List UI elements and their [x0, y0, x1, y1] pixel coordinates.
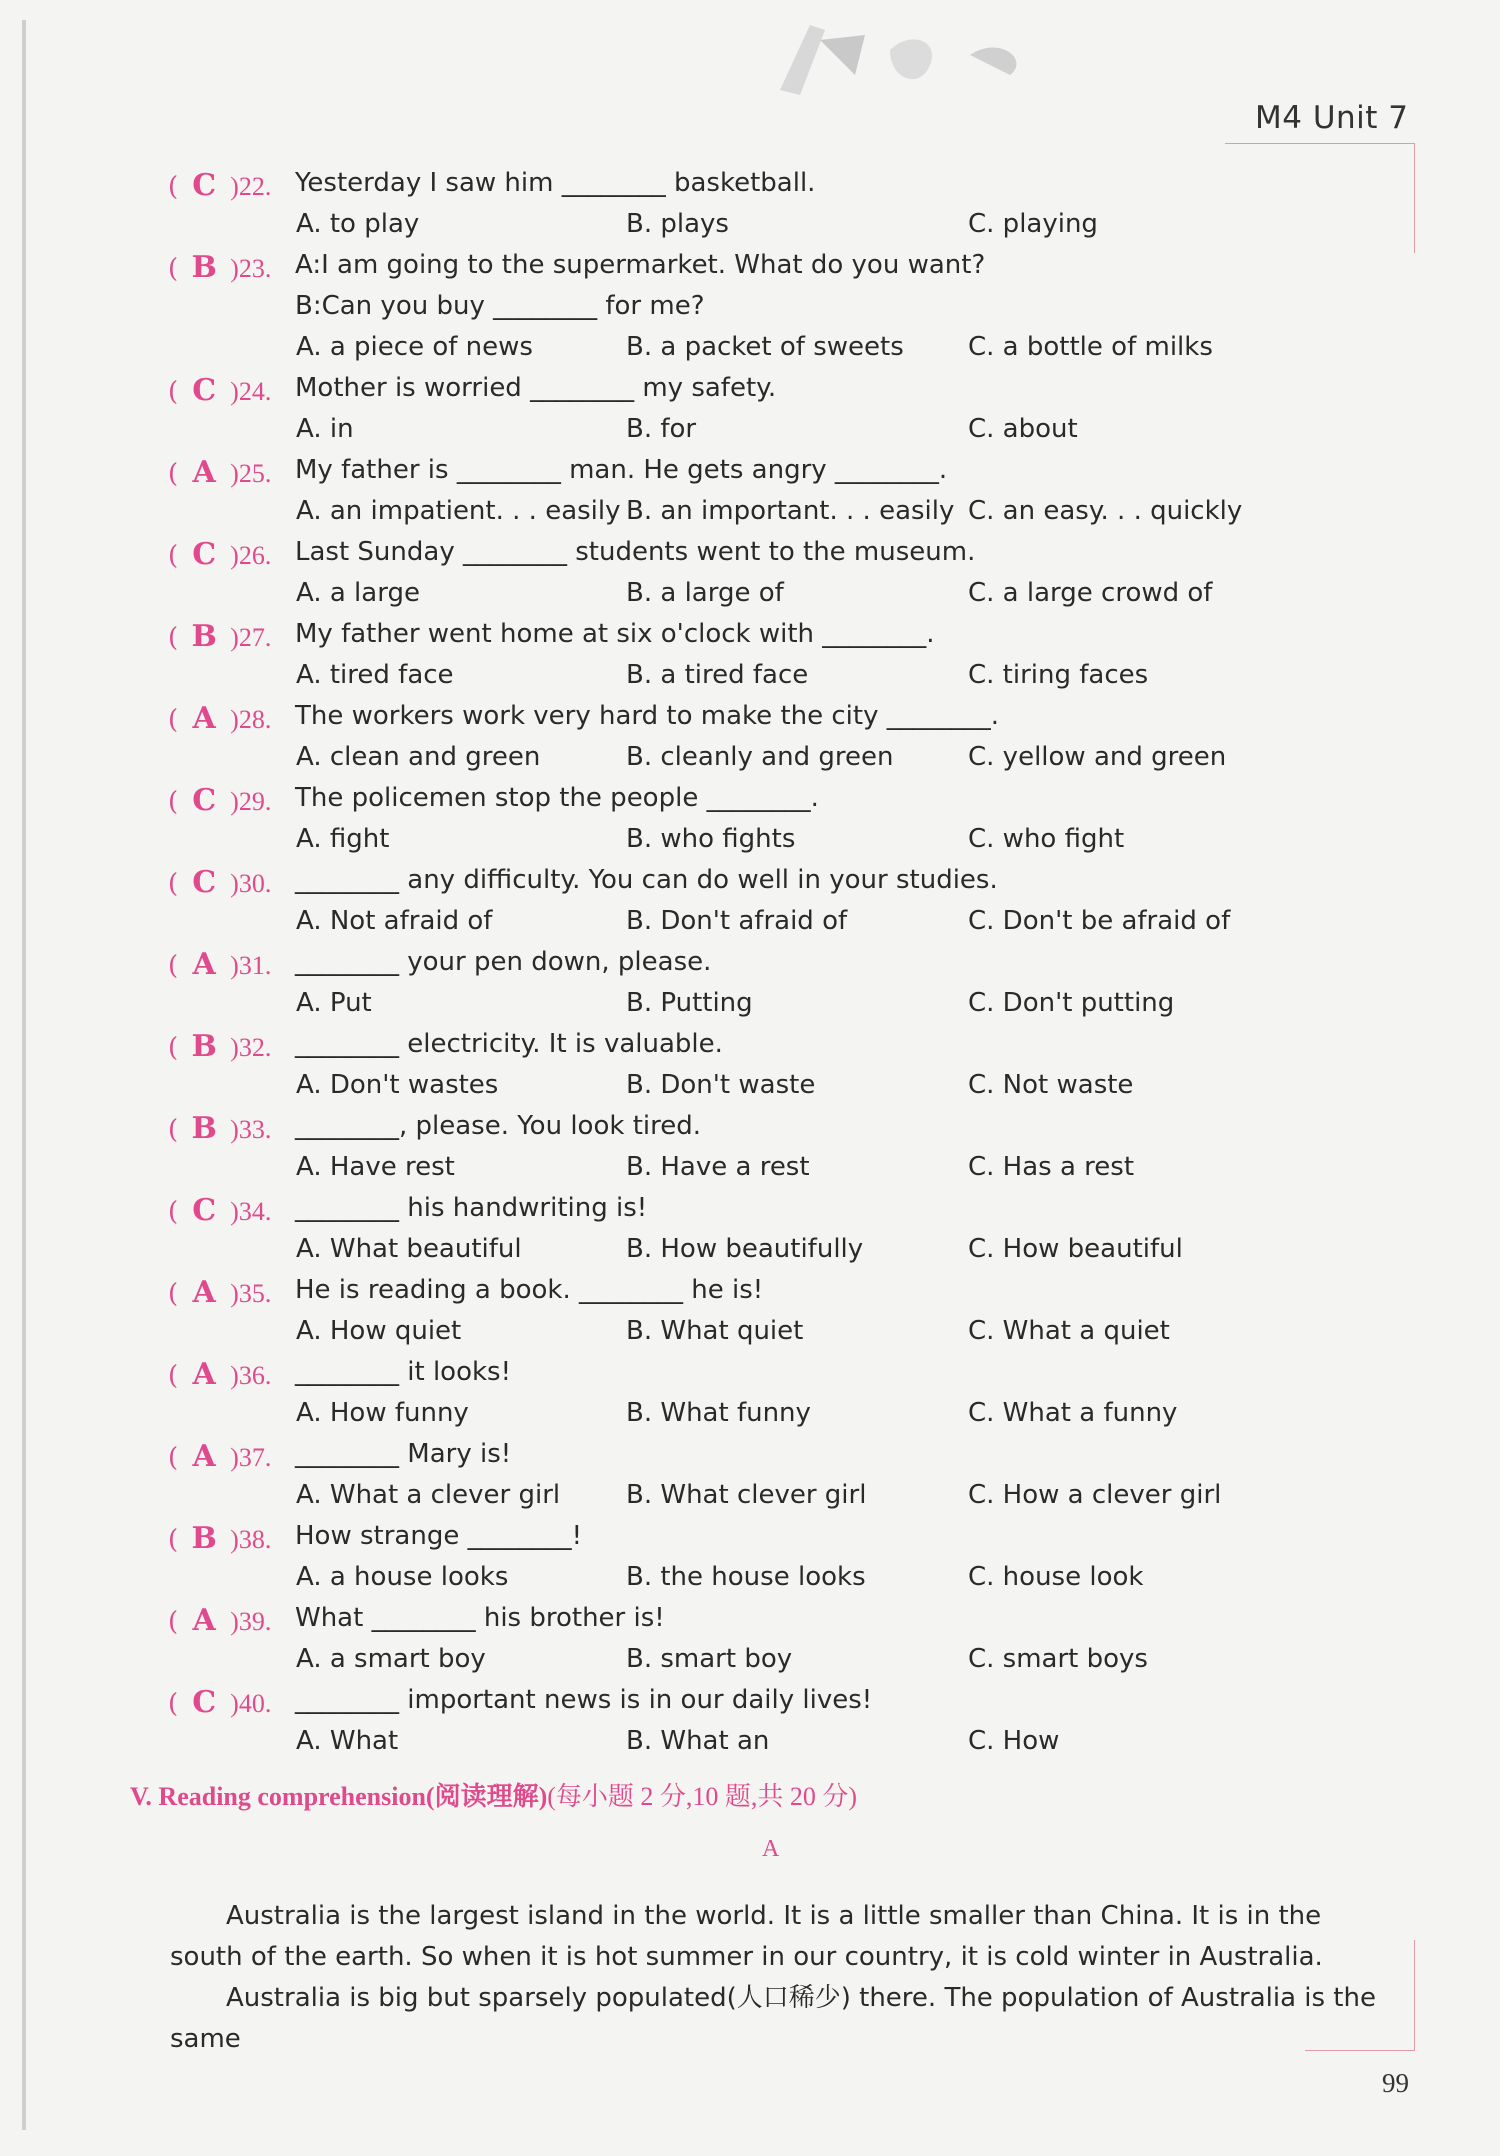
option-c: C. How a clever girl	[968, 1480, 1222, 1510]
question-stem-line-2: B:Can you buy ________ for me?	[295, 291, 705, 321]
question-34	[0, 1193, 1500, 1275]
question-39	[0, 1603, 1500, 1685]
question-26	[0, 537, 1500, 619]
option-c: C. a large crowd of	[968, 578, 1213, 608]
passage-paragraph: Australia is the largest island in the world. It is a little smaller than China. It is in the south of the earth. So when it is hot summer in our country, it is cold winter in Australia.	[170, 1901, 1323, 1972]
answer-bracket: ( B )27.	[168, 619, 272, 654]
option-a: A. a piece of news	[296, 332, 533, 362]
question-23	[0, 250, 1500, 373]
question-number: )31.	[230, 951, 272, 980]
question-stem: ________ electricity. It is valuable.	[295, 1029, 723, 1059]
option-c: C. playing	[968, 209, 1098, 239]
option-a: A. clean and green	[296, 742, 541, 772]
question-stem: What ________ his brother is!	[295, 1603, 665, 1633]
question-33	[0, 1111, 1500, 1193]
option-c: C. a bottle of milks	[968, 332, 1213, 362]
option-a: A. in	[296, 414, 354, 444]
option-a: A. Have rest	[296, 1152, 455, 1182]
question-number: )26.	[230, 541, 272, 570]
option-c: C. who fight	[968, 824, 1125, 854]
answer-letter: B	[191, 1029, 217, 1064]
answer-letter: C	[192, 865, 217, 900]
option-b: B. What an	[626, 1726, 770, 1756]
question-stem: A:I am going to the supermarket. What do you want?	[295, 250, 986, 280]
section-scoring-note: (每小题 2 分,10 题,共 20 分)	[547, 1782, 858, 1811]
answer-letter: A	[192, 1439, 216, 1474]
option-b: B. What clever girl	[626, 1480, 867, 1510]
question-stem: How strange ________!	[295, 1521, 583, 1551]
answer-bracket: ( A )35.	[168, 1275, 272, 1310]
option-c: C. What a quiet	[968, 1316, 1170, 1346]
unit-header: M4 Unit 7	[1255, 100, 1409, 136]
option-b: B. What funny	[626, 1398, 811, 1428]
question-number: )33.	[230, 1115, 272, 1144]
option-a: A. What beautiful	[296, 1234, 522, 1264]
option-a: A. Not afraid of	[296, 906, 493, 936]
answer-letter: A	[192, 1603, 216, 1638]
question-stem: ________ your pen down, please.	[295, 947, 712, 977]
question-number: )35.	[230, 1279, 272, 1308]
answer-bracket: ( A )37.	[168, 1439, 272, 1474]
answer-bracket: ( C )22.	[168, 168, 272, 203]
question-40	[0, 1685, 1500, 1767]
question-number: )40.	[230, 1689, 272, 1718]
question-number: )23.	[230, 254, 272, 283]
question-stem: He is reading a book. ________ he is!	[295, 1275, 764, 1305]
option-a: A. a house looks	[296, 1562, 509, 1592]
question-number: )30.	[230, 869, 272, 898]
question-number: )24.	[230, 377, 272, 406]
page-number: 99	[1382, 2068, 1409, 2098]
question-stem: ________ Mary is!	[295, 1439, 512, 1469]
question-24	[0, 373, 1500, 455]
answer-bracket: ( A )36.	[168, 1357, 272, 1392]
question-stem: ________ his handwriting is!	[295, 1193, 648, 1223]
question-number: )22.	[230, 172, 272, 201]
question-stem: ________, please. You look tired.	[295, 1111, 701, 1141]
answer-bracket: ( C )24.	[168, 373, 272, 408]
answer-letter: B	[191, 1521, 217, 1556]
section-heading	[130, 1776, 857, 1813]
question-number: )28.	[230, 705, 272, 734]
question-stem: Yesterday I saw him ________ basketball.	[295, 168, 816, 198]
option-c: C. tiring faces	[968, 660, 1149, 690]
header-rule	[1225, 143, 1415, 144]
answer-bracket: ( B )32.	[168, 1029, 272, 1064]
answer-letter: C	[192, 1193, 217, 1228]
option-b: B. for	[626, 414, 697, 444]
answer-bracket: ( C )29.	[168, 783, 272, 818]
option-b: B. the house looks	[626, 1562, 866, 1592]
option-c: C. smart boys	[968, 1644, 1148, 1674]
passage-paragraph: Australia is big but sparsely populated(人口稀少) there. The population of Australia is the same	[170, 1983, 1376, 2054]
answer-bracket: ( B )23.	[168, 250, 272, 285]
answer-letter: A	[192, 455, 216, 490]
option-c: C. yellow and green	[968, 742, 1227, 772]
option-b: B. who fights	[626, 824, 796, 854]
option-a: A. a smart boy	[296, 1644, 486, 1674]
question-25	[0, 455, 1500, 537]
answer-bracket: ( B )38.	[168, 1521, 272, 1556]
option-a: A. tired face	[296, 660, 454, 690]
option-a: A. How quiet	[296, 1316, 462, 1346]
question-31	[0, 947, 1500, 1029]
option-a: A. fight	[296, 824, 390, 854]
question-stem: The workers work very hard to make the city ________.	[295, 701, 1000, 731]
question-stem: ________ important news is in our daily lives!	[295, 1685, 873, 1715]
answer-letter: B	[191, 1111, 217, 1146]
question-32	[0, 1029, 1500, 1111]
reading-passage	[170, 1896, 1380, 2060]
option-a: A. What	[296, 1726, 399, 1756]
answer-bracket: ( C )30.	[168, 865, 272, 900]
question-stem: My father went home at six o'clock with ________.	[295, 619, 935, 649]
question-35	[0, 1275, 1500, 1357]
option-a: A. How funny	[296, 1398, 469, 1428]
option-a: A. What a clever girl	[296, 1480, 561, 1510]
question-number: )39.	[230, 1607, 272, 1636]
footer-rule	[1305, 2050, 1415, 2051]
passage-label: A	[762, 1836, 780, 1862]
option-c: C. Don't be afraid of	[968, 906, 1231, 936]
option-c: C. an easy. . . quickly	[968, 496, 1243, 526]
question-stem: ________ it looks!	[295, 1357, 512, 1387]
option-b: B. a tired face	[626, 660, 809, 690]
option-b: B. smart boy	[626, 1644, 793, 1674]
option-b: B. an important. . . easily	[626, 496, 955, 526]
option-c: C. house look	[968, 1562, 1144, 1592]
answer-letter: C	[192, 537, 217, 572]
question-29	[0, 783, 1500, 865]
answer-bracket: ( B )33.	[168, 1111, 272, 1146]
option-a: A. Put	[296, 988, 372, 1018]
answer-letter: C	[192, 168, 217, 203]
answer-letter: B	[191, 619, 217, 654]
answer-letter: B	[191, 250, 217, 285]
question-stem: My father is ________ man. He gets angry ________.	[295, 455, 948, 485]
question-number: )37.	[230, 1443, 272, 1472]
answer-bracket: ( A )25.	[168, 455, 272, 490]
question-number: )25.	[230, 459, 272, 488]
section-title: V. Reading comprehension(阅读理解)	[130, 1782, 548, 1811]
decorative-header-art	[770, 20, 1090, 100]
answer-letter: C	[192, 783, 217, 818]
option-c: C. How	[968, 1726, 1060, 1756]
question-36	[0, 1357, 1500, 1439]
question-number: )27.	[230, 623, 272, 652]
option-c: C. How beautiful	[968, 1234, 1183, 1264]
answer-bracket: ( C )26.	[168, 537, 272, 572]
answer-bracket: ( C )34.	[168, 1193, 272, 1228]
answer-bracket: ( C )40.	[168, 1685, 272, 1720]
option-b: B. plays	[626, 209, 729, 239]
option-b: B. a packet of sweets	[626, 332, 904, 362]
answer-bracket: ( A )31.	[168, 947, 272, 982]
question-22	[0, 168, 1500, 250]
question-stem: Mother is worried ________ my safety.	[295, 373, 777, 403]
option-a: A. an impatient. . . easily	[296, 496, 621, 526]
question-number: )29.	[230, 787, 272, 816]
question-number: )32.	[230, 1033, 272, 1062]
option-a: A. to play	[296, 209, 420, 239]
question-number: )36.	[230, 1361, 272, 1390]
question-28	[0, 701, 1500, 783]
answer-bracket: ( A )28.	[168, 701, 272, 736]
option-b: B. cleanly and green	[626, 742, 894, 772]
question-30	[0, 865, 1500, 947]
footer-vertical-rule	[1414, 1940, 1415, 2050]
question-list	[0, 168, 1500, 1767]
question-38	[0, 1521, 1500, 1603]
option-b: B. Don't waste	[626, 1070, 816, 1100]
option-b: B. Putting	[626, 988, 753, 1018]
question-stem: The policemen stop the people ________.	[295, 783, 819, 813]
option-c: C. about	[968, 414, 1078, 444]
option-b: B. How beautifully	[626, 1234, 864, 1264]
answer-letter: C	[192, 373, 217, 408]
option-c: C. Has a rest	[968, 1152, 1135, 1182]
question-37	[0, 1439, 1500, 1521]
option-b: B. What quiet	[626, 1316, 804, 1346]
option-b: B. Don't afraid of	[626, 906, 848, 936]
answer-letter: A	[192, 1357, 216, 1392]
option-a: A. Don't wastes	[296, 1070, 499, 1100]
option-b: B. a large of	[626, 578, 784, 608]
answer-bracket: ( A )39.	[168, 1603, 272, 1638]
question-number: )34.	[230, 1197, 272, 1226]
option-c: C. What a funny	[968, 1398, 1178, 1428]
question-27	[0, 619, 1500, 701]
question-stem: Last Sunday ________ students went to the museum.	[295, 537, 976, 567]
question-stem: ________ any difficulty. You can do well in your studies.	[295, 865, 998, 895]
answer-letter: A	[192, 701, 216, 736]
option-c: C. Don't putting	[968, 988, 1175, 1018]
answer-letter: C	[192, 1685, 217, 1720]
answer-letter: A	[192, 947, 216, 982]
question-number: )38.	[230, 1525, 272, 1554]
option-c: C. Not waste	[968, 1070, 1134, 1100]
option-a: A. a large	[296, 578, 420, 608]
option-b: B. Have a rest	[626, 1152, 810, 1182]
answer-letter: A	[192, 1275, 216, 1310]
